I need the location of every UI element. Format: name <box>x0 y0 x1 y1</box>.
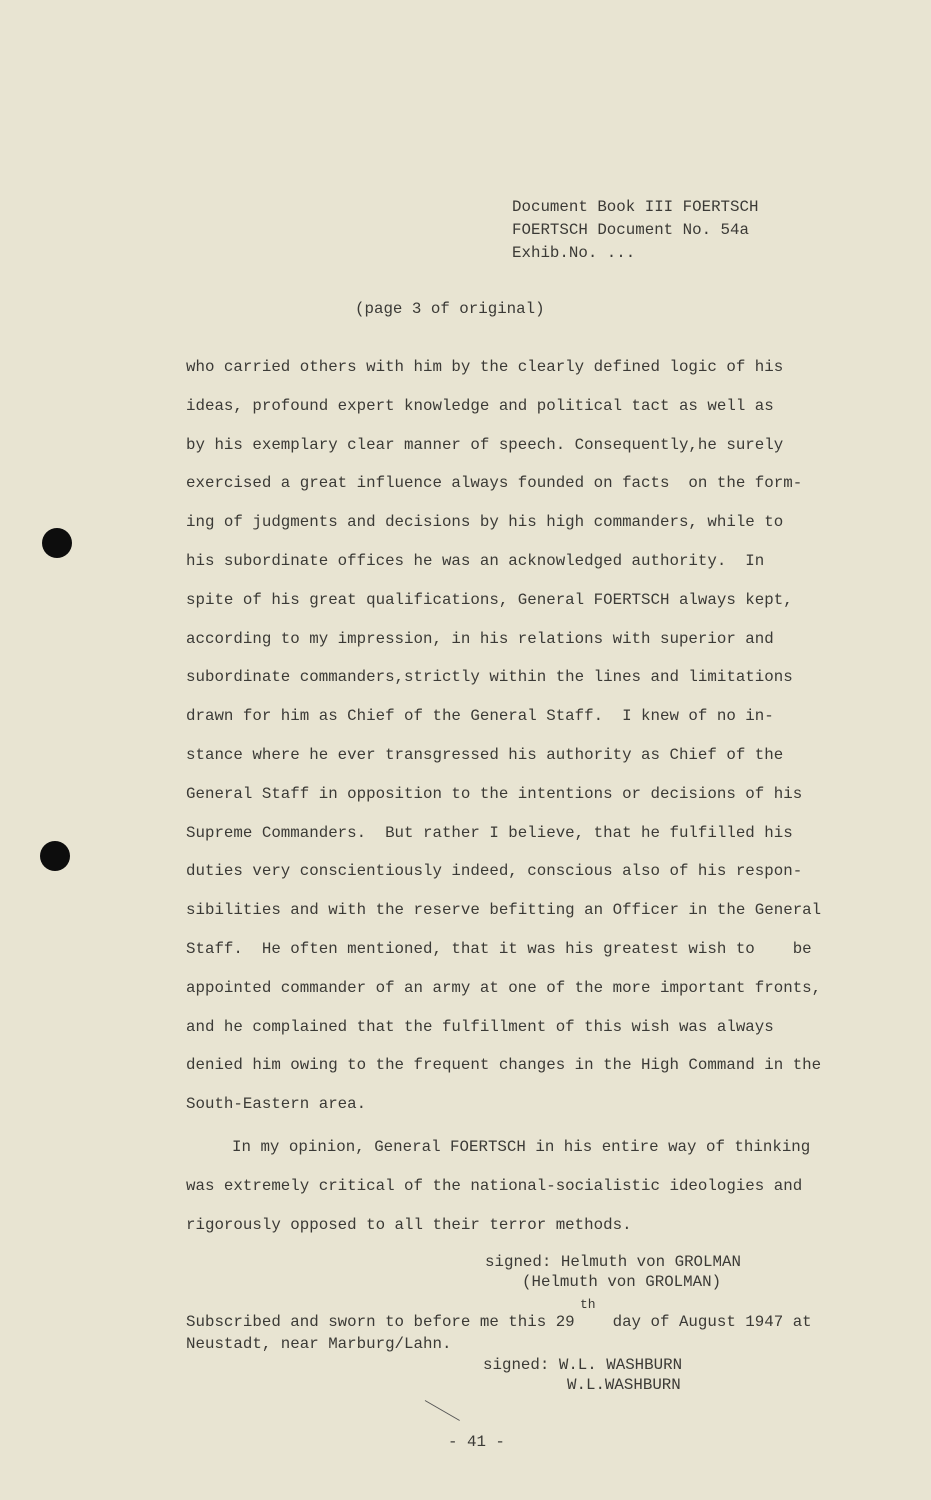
signature-name: (Helmuth von GROLMAN) <box>522 1273 722 1291</box>
oath-line: Subscribed and sworn to before me this 29 day of August 1947 at <box>186 1313 812 1331</box>
text-line: who carried others with him by the clearly defined logic of his <box>186 358 784 376</box>
punch-hole <box>42 528 72 558</box>
text-line: South-Eastern area. <box>186 1095 367 1114</box>
header-line: Document Book III FOERTSCH <box>512 198 759 216</box>
text-line: subordinate commanders,strictly within the lines and limitations <box>186 668 793 687</box>
oath-line: Neustadt, near Marburg/Lahn. <box>186 1335 452 1353</box>
text-line: sibilities and with the reserve befitting an Officer in the General <box>186 901 822 920</box>
text-line: ing of judgments and decisions by his high commanders, while to <box>186 513 784 532</box>
text-line: drawn for him as Chief of the General Staff. I knew of no in- <box>186 707 774 726</box>
pencil-mark <box>425 1400 460 1421</box>
page-note: (page 3 of original) <box>355 300 545 318</box>
page-number: - 41 - <box>448 1433 505 1451</box>
text-line: rigorously opposed to all their terror methods. <box>186 1215 632 1234</box>
text-line: and he complained that the fulfillment of this wish was always <box>186 1017 774 1036</box>
text-line: exercised a great influence always founded on facts on the form- <box>186 474 803 493</box>
signature-name: W.L.WASHBURN <box>567 1376 681 1394</box>
text-line: Supreme Commanders. But rather I believe, that he fulfilled his <box>186 823 793 842</box>
text-line: ideas, profound expert knowledge and political tact as well as <box>186 396 774 415</box>
header-line: Exhib.No. ... <box>512 244 636 262</box>
text-line: his subordinate offices he was an acknowledged authority. In <box>186 552 765 570</box>
punch-hole <box>40 841 70 871</box>
text-line: appointed commander of an army at one of the more important fronts, <box>186 978 822 997</box>
text-line: by his exemplary clear manner of speech. Consequently,he surely <box>186 435 784 454</box>
text-line: stance where he ever transgressed his authority as Chief of the <box>186 746 784 764</box>
text-line: In my opinion, General FOERTSCH in his entire way of thinking <box>232 1138 811 1156</box>
signature-signed: signed: W.L. WASHBURN <box>483 1356 683 1374</box>
text-line: General Staff in opposition to the intentions or decisions of his <box>186 784 803 803</box>
text-line: denied him owing to the frequent changes in the High Command in the <box>186 1056 822 1075</box>
date-superscript: th <box>580 1297 596 1312</box>
signature-signed: signed: Helmuth von GROLMAN <box>485 1253 741 1271</box>
text-line: according to my impression, in his relations with superior and <box>186 629 774 648</box>
text-line: Staff. He often mentioned, that it was his greatest wish to be <box>186 940 812 958</box>
header-line: FOERTSCH Document No. 54a <box>512 221 749 239</box>
text-line: was extremely critical of the national-socialistic ideologies and <box>186 1176 803 1195</box>
text-line: duties very conscientiously indeed, conscious also of his respon- <box>186 862 803 881</box>
text-line: spite of his great qualifications, General FOERTSCH always kept, <box>186 590 793 609</box>
